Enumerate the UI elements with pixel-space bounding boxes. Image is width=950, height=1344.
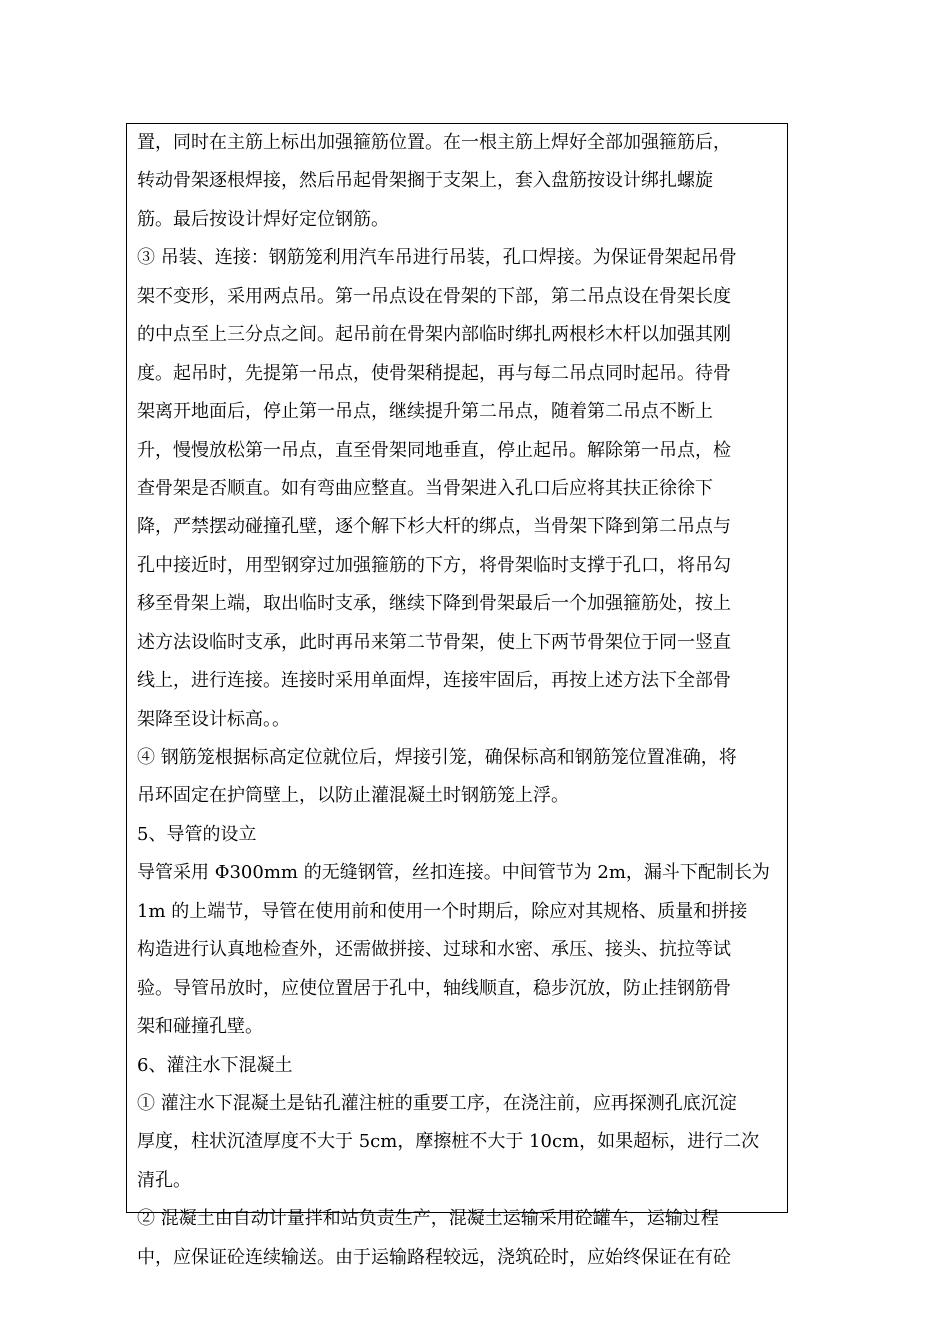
text-line: 导管采用 Φ300mm 的无缝钢管，丝扣连接。中间管节为 2m，漏斗下配制长为 — [137, 862, 770, 884]
text-line: 构造进行认真地检查外，还需做拼接、过球和水密、承压、接头、抗拉等试 — [137, 939, 731, 961]
text-line: 架不变形，采用两点吊。第一吊点设在骨架的下部，第二吊点设在骨架长度 — [137, 285, 731, 307]
text-line: 吊环固定在护筒壁上，以防止灌混凝土时钢筋笼上浮。 — [137, 785, 569, 807]
text-line: 的中点至上三分点之间。起吊前在骨架内部临时绑扎两根杉木杆以加强其刚 — [137, 324, 731, 346]
section-heading: 6、灌注水下混凝土 — [137, 1054, 293, 1076]
text-line: 置，同时在主筋上标出加强箍筋位置。在一根主筋上焊好全部加强箍筋后， — [137, 132, 731, 153]
text-line: 筋。最后按设计焊好定位钢筋。 — [137, 208, 389, 230]
body-text — [137, 124, 777, 1277]
text-line: ② 混凝土由自动计量拌和站负责生产，混凝土运输采用砼罐车，运输过程 — [137, 1208, 719, 1230]
text-line: 架离开地面后，停止第一吊点，继续提升第二吊点，随着第二吊点不断上 — [137, 401, 713, 423]
text-line: 孔中接近时，用型钢穿过加强箍筋的下方，将骨架临时支撑于孔口，将吊勾 — [137, 554, 731, 576]
text-table-cell — [126, 123, 788, 1268]
text-line: 转动骨架逐根焊接，然后吊起骨架搁于支架上，套入盘筋按设计绑扎螺旋 — [137, 170, 713, 192]
text-line: 查骨架是否顺直。如有弯曲应整直。当骨架进入孔口后应将其扶正徐徐下 — [137, 477, 713, 499]
text-line: 验。导管吊放时，应使位置居于孔中，轴线顺直，稳步沉放，防止挂钢筋骨 — [137, 977, 731, 999]
text-line: 架降至设计标高。。 — [137, 708, 290, 730]
text-line: 升，慢慢放松第一吊点，直至骨架同地垂直，停止起吊。解除第一吊点，检 — [137, 439, 731, 461]
text-line: ④ 钢筋笼根据标高定位就位后，焊接引笼，确保标高和钢筋笼位置准确，将 — [137, 747, 737, 768]
text-line: 述方法设临时支承，此时再吊来第二节骨架，使上下两节骨架位于同一竖直 — [137, 631, 731, 653]
text-line: 1m 的上端节，导管在使用前和使用一个时期后，除应对其规格、质量和拼接 — [137, 900, 748, 922]
text-line: 降，严禁摆动碰撞孔壁，逐个解下杉大杆的绑点，当骨架下降到第二吊点与 — [137, 516, 731, 538]
text-line: 架和碰撞孔壁。 — [137, 1016, 263, 1038]
text-line: 线上，进行连接。连接时采用单面焊，连接牢固后，再按上述方法下全部骨 — [137, 670, 731, 692]
text-line: 清孔。 — [137, 1169, 191, 1191]
text-line: 厚度，柱状沉渣厚度不大于 5cm，摩擦桩不大于 10cm，如果超标，进行二次 — [137, 1131, 760, 1153]
text-line: 中，应保证砼连续输送。由于运输路程较远，浇筑砼时，应始终保证在有砼 — [137, 1246, 731, 1268]
text-line: ① 灌注水下混凝土是钻孔灌注桩的重要工序，在浇注前，应再探测孔底沉淀 — [137, 1092, 737, 1114]
text-line: 移至骨架上端，取出临时支承，继续下降到骨架最后一个加强箍筋处，按上 — [137, 593, 731, 615]
text-line: 度。起吊时，先提第一吊点，使骨架稍提起，再与每二吊点同时起吊。待骨 — [137, 362, 731, 384]
text-line: ③ 吊装、连接：钢筋笼利用汽车吊进行吊装，孔口焊接。为保证骨架起吊骨 — [137, 247, 737, 269]
section-heading: 5、导管的设立 — [137, 823, 257, 845]
